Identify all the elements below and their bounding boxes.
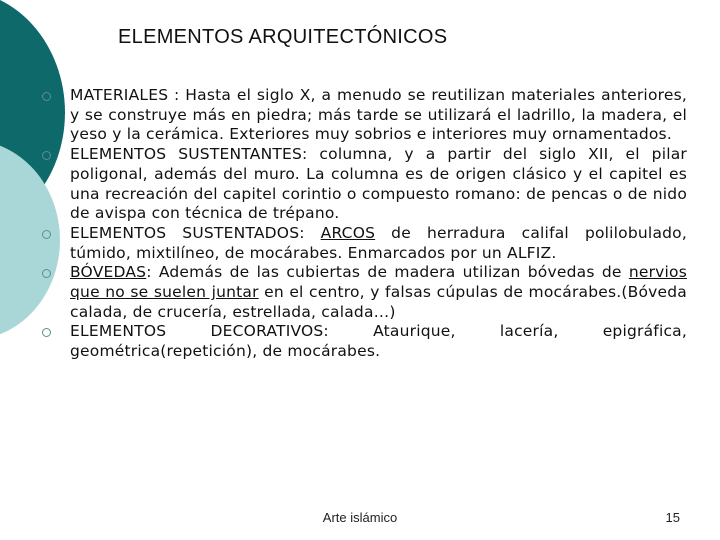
item-text: ELEMENTOS DECORATIVOS: Ataurique, lacería, epigráfica, geométrica(repetición), de mocárabes. xyxy=(70,322,687,361)
bullet-list xyxy=(40,86,687,362)
item-text: ELEMENTOS SUSTENTANTES: columna, y a partir del siglo XII, el pilar poligonal, además del muro. La columna es de origen clásico y el capitel es una recreación del capitel corintio o compuesto romano: de pencas o de nido de avispa con técnica de trépano. xyxy=(70,145,687,223)
list-item-bovedas xyxy=(40,263,687,322)
bullet-circle-icon xyxy=(42,328,51,337)
item-text: : Además de las cubiertas de madera utilizan bóvedas de xyxy=(146,263,629,282)
bullet-circle-icon xyxy=(42,151,51,160)
item-text: ELEMENTOS SUSTENTADOS: xyxy=(70,223,321,242)
item-text: MATERIALES : Hasta el siglo X, a menudo se reutilizan materiales anteriores, y se construye más en piedra; más tarde se utilizará el ladrillo, la madera, el yeso y la cerámica. Exteriores muy sobrios e interiores muy ornamentados. xyxy=(70,86,687,144)
bullet-circle-icon xyxy=(42,92,51,101)
slide-title: ELEMENTOS ARQUITECTÓNICOS xyxy=(118,26,448,48)
list-item-materiales xyxy=(40,86,687,145)
list-item-sustentados xyxy=(40,224,687,263)
list-item-decorativos xyxy=(40,322,687,361)
list-item-sustentantes xyxy=(40,145,687,224)
bullet-circle-icon xyxy=(42,230,51,239)
footer-label: Arte islámico xyxy=(322,510,398,525)
underlined-term: BÓVEDAS xyxy=(70,263,147,282)
item-text: de herradura califal polilobulado, túmido, mixtilíneo, de mocárabes. Enmarcados por un ALFIZ. xyxy=(70,223,687,262)
bullet-circle-icon xyxy=(42,269,51,278)
item-text: en el centro, y falsas cúpulas de mocárabes.(Bóveda calada, de crucería, estrellada, calada…) xyxy=(70,283,688,321)
underlined-term: ARCOS xyxy=(320,223,376,242)
page-number: 15 xyxy=(665,510,680,525)
underlined-phrase: nervios que no se suelen juntar xyxy=(70,263,687,302)
